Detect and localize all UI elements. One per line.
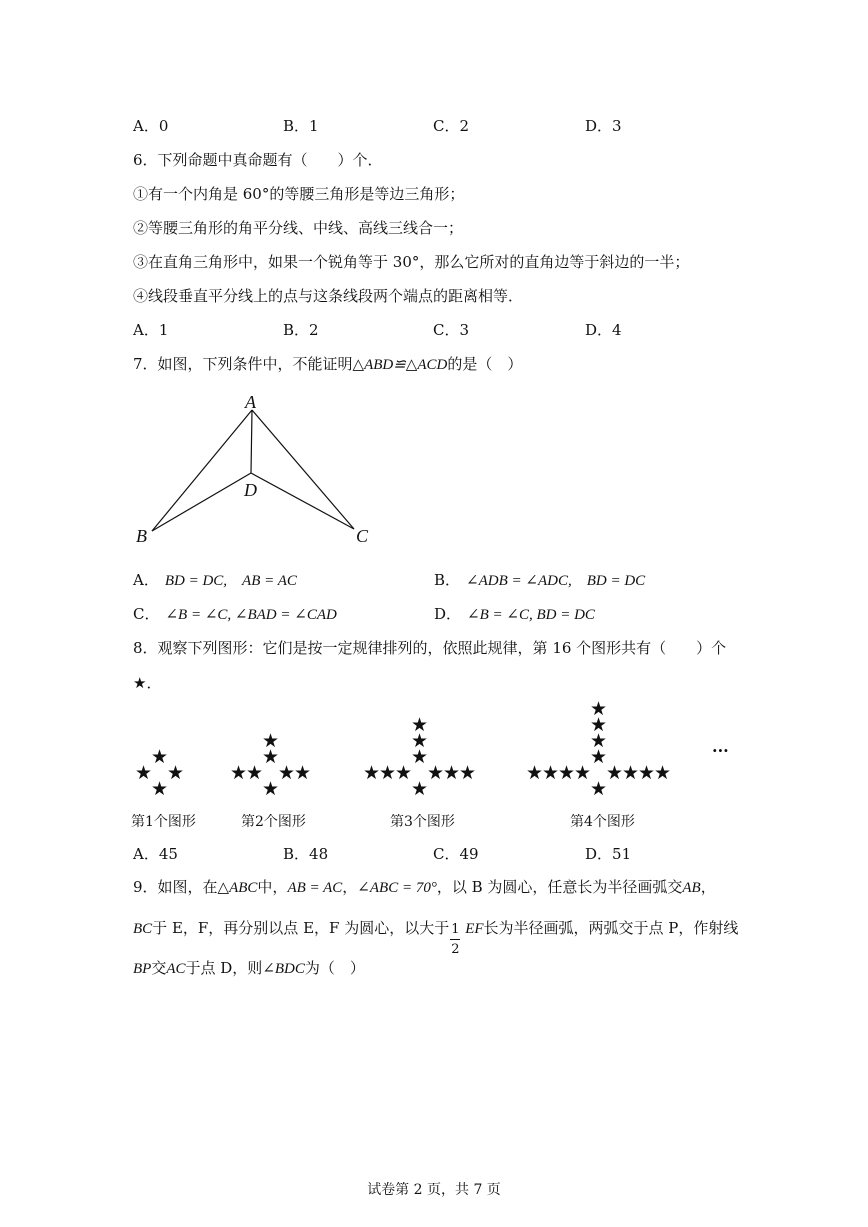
- q9-math: ∠BDC: [262, 961, 305, 977]
- star-icon: ★: [590, 714, 608, 736]
- segment-ac: [252, 410, 354, 529]
- figure-caption-4: 第4个图形: [570, 814, 635, 830]
- q7-option-c: [133, 603, 337, 624]
- q9-math: EF: [465, 921, 484, 937]
- q9-text: ，: [342, 878, 358, 896]
- star-icon: ★: [262, 746, 280, 768]
- q8-option-c: C．49: [433, 845, 479, 863]
- star-icon: ★: [363, 762, 381, 784]
- q7-option-b-letter: B．: [434, 571, 461, 589]
- star-icon: ★: [262, 730, 280, 752]
- q9-math: AC: [166, 961, 186, 977]
- q7-option-d: [434, 603, 595, 624]
- star-icon: ★: [230, 762, 248, 784]
- star-icon: ★: [590, 746, 608, 768]
- q9-line-3: [133, 957, 365, 978]
- q6-stem: 6．下列命题中真命题有（ ）个．: [133, 151, 383, 169]
- q8-option-b: B．48: [283, 845, 329, 863]
- q9-math: △ABC: [217, 880, 258, 896]
- star-icon: ★: [294, 762, 312, 784]
- point-label-b: B: [136, 526, 147, 546]
- q8-stem-line-1: 8．观察下列图形：它们是按一定规律排列的，依照此规律，第 16 个图形共有（ ）个: [133, 639, 727, 657]
- q7-stem: [133, 353, 522, 374]
- q9-text: 长为半径画弧，两弧交于点 P，作射线: [483, 919, 739, 937]
- q5-option-a: A．0: [133, 117, 169, 135]
- q9-math: BC: [133, 921, 153, 937]
- star-icon: ★: [167, 762, 185, 784]
- q6-statement-1: ①有一个内角是 60°的等腰三角形是等边三角形；: [133, 185, 465, 203]
- q6-statement-3: ③在直角三角形中，如果一个锐角等于 30°，那么它所对的直角边等于斜边的一半；: [133, 253, 690, 271]
- point-label-d: D: [244, 480, 257, 500]
- q6-statement-2: ②等腰三角形的角平分线、中线、高线三线合一；: [133, 219, 464, 237]
- q9-text: ，: [700, 878, 716, 896]
- figure-caption-2: 第2个图形: [241, 814, 306, 830]
- q8-option-a: A．45: [133, 845, 178, 863]
- star-icon: ★: [443, 762, 461, 784]
- star-icon: ★: [638, 762, 656, 784]
- star-icon: ★: [411, 714, 429, 736]
- star-icon: ★: [427, 762, 445, 784]
- star-icon: ★: [278, 762, 296, 784]
- star-icon: ★: [542, 762, 560, 784]
- q6-option-c: C．3: [433, 321, 470, 339]
- q9-text: ，以 B 为圆心，任意长为半径画弧交: [436, 878, 683, 896]
- star-icon: ★: [135, 762, 153, 784]
- q9-math: ∠ABC = 70°: [357, 880, 437, 896]
- q6-option-b: B．2: [283, 321, 319, 339]
- q6-statement-4: ④线段垂直平分线上的点与这条线段两个端点的距离相等．: [133, 287, 524, 305]
- q7-figure: [130, 390, 380, 550]
- star-icon: ★: [590, 778, 608, 800]
- star-icon: ★: [558, 762, 576, 784]
- fraction-numerator: 1: [451, 922, 460, 937]
- q9-text: 于 E，F，再分别以点 E，F 为圆心，以大于: [152, 919, 450, 937]
- star-icon: ★: [411, 746, 429, 768]
- q9-text: 9．如图，在: [133, 878, 218, 896]
- page-footer: 试卷第 2 页，共 7 页: [367, 1182, 501, 1198]
- star-icon: ★: [590, 730, 608, 752]
- q9-text: 为（ ）: [304, 959, 365, 977]
- ellipsis: ···: [712, 741, 729, 760]
- q7-stem-suffix: 的是（ ）: [447, 355, 523, 373]
- star-icon: ★: [606, 762, 624, 784]
- q5-option-c: C．2: [433, 117, 470, 135]
- q7-option-b-math: ∠ADB = ∠ADC, BD = DC: [466, 573, 646, 589]
- star-icon: ★: [395, 762, 413, 784]
- star-icon: ★: [590, 698, 608, 720]
- q9-text: 于点 D，则: [185, 959, 263, 977]
- figure-caption-3: 第3个图形: [390, 814, 455, 830]
- segment-ad: [251, 410, 252, 473]
- q6-option-a: A．1: [133, 321, 169, 339]
- segment-cd: [251, 473, 354, 529]
- star-icon: ★: [526, 762, 544, 784]
- q8-stem-line-2: ★．: [133, 674, 162, 692]
- fraction-bar: [450, 939, 460, 940]
- q9-math: BP: [133, 961, 152, 977]
- segment-ab: [152, 410, 252, 531]
- star-icon: ★: [411, 730, 429, 752]
- q9-text: 中，: [257, 878, 288, 896]
- star-icon: ★: [574, 762, 592, 784]
- star-icon: ★: [622, 762, 640, 784]
- q7-option-a-letter: A．: [133, 571, 159, 589]
- star-icon: ★: [379, 762, 397, 784]
- point-label-a: A: [245, 392, 256, 412]
- star-icon: ★: [459, 762, 477, 784]
- star-icon: ★: [151, 778, 169, 800]
- q5-option-b: B．1: [283, 117, 319, 135]
- q7-option-d-letter: D．: [434, 605, 462, 623]
- q7-option-d-math: ∠B = ∠C, BD = DC: [467, 607, 595, 623]
- q9-math: AB = AC: [287, 880, 343, 896]
- star-icon: ★: [151, 746, 169, 768]
- q7-stem-prefix: 7．如图，下列条件中，不能证明: [133, 355, 353, 373]
- q7-option-a-math: BD = DC, AB = AC: [164, 573, 297, 589]
- q9-line-1: [133, 876, 716, 897]
- q8-option-d: D．51: [585, 845, 632, 863]
- q7-option-c-letter: C．: [133, 605, 160, 623]
- q9-text: 交: [151, 959, 167, 977]
- q7-option-c-math: ∠B = ∠C, ∠BAD = ∠CAD: [165, 607, 337, 623]
- segment-bd: [152, 473, 251, 531]
- q7-option-a: [133, 569, 297, 590]
- fraction-denominator: 2: [451, 942, 460, 957]
- star-icon: ★: [246, 762, 264, 784]
- star-icon: ★: [262, 778, 280, 800]
- point-label-c: C: [356, 526, 369, 546]
- q9-math: AB: [682, 880, 701, 896]
- q7-option-b: [434, 569, 645, 590]
- star-icon: ★: [654, 762, 672, 784]
- q7-stem-math: △ABD≌△ACD: [352, 357, 448, 373]
- star-icon: ★: [411, 778, 429, 800]
- figure-caption-1: 第1个图形: [131, 814, 196, 830]
- q9-line-2: [133, 917, 739, 957]
- q5-option-d: D．3: [585, 117, 622, 135]
- q6-option-d: D．4: [585, 321, 622, 339]
